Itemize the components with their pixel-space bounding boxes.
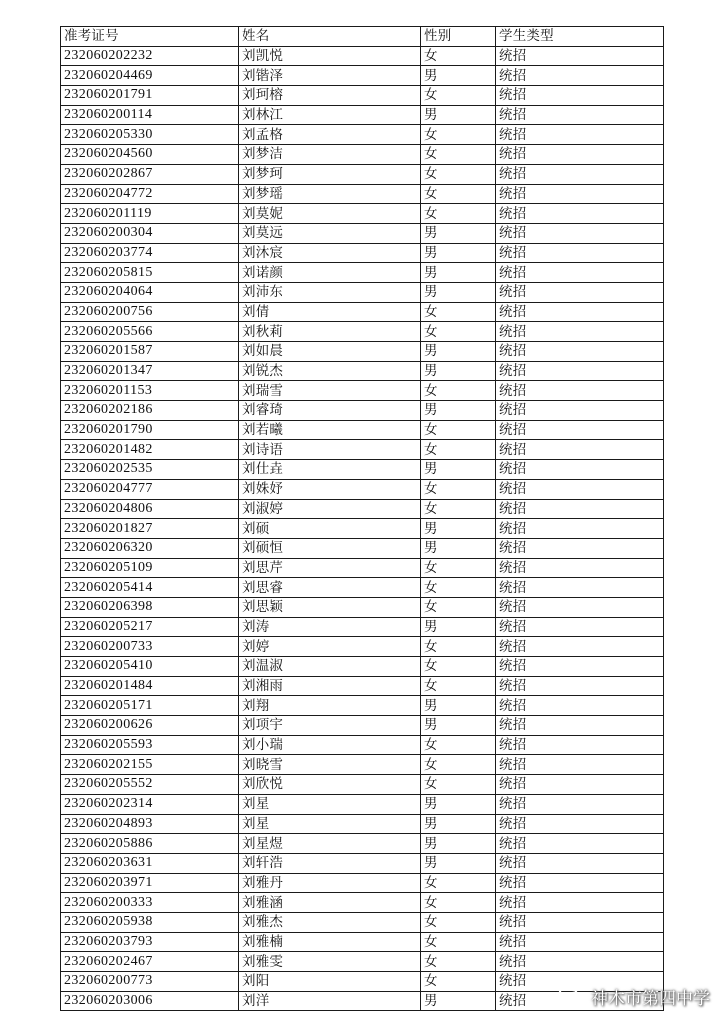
header-row (61, 27, 664, 47)
student-type-cell: 统招 (496, 538, 664, 558)
exam-id-cell: 232060205566 (61, 322, 239, 342)
student-type-cell: 统招 (496, 676, 664, 696)
student-type-cell: 统招 (496, 853, 664, 873)
gender-cell: 女 (421, 676, 496, 696)
student-type-cell: 统招 (496, 597, 664, 617)
name-cell: 刘小瑞 (239, 735, 421, 755)
name-cell: 刘梦瑶 (239, 184, 421, 204)
name-cell: 刘孟格 (239, 125, 421, 145)
gender-cell: 男 (421, 223, 496, 243)
gender-cell: 女 (421, 499, 496, 519)
table-row (61, 282, 664, 302)
header-gender: 性别 (421, 27, 496, 47)
exam-id-cell: 232060202186 (61, 401, 239, 421)
name-cell: 刘诺颜 (239, 263, 421, 283)
table-row (61, 716, 664, 736)
exam-id-cell: 232060203971 (61, 873, 239, 893)
gender-cell: 男 (421, 282, 496, 302)
name-cell: 刘若曦 (239, 420, 421, 440)
name-cell: 刘秋莉 (239, 322, 421, 342)
gender-cell: 女 (421, 164, 496, 184)
table-row (61, 578, 664, 598)
student-type-cell: 统招 (496, 775, 664, 795)
gender-cell: 女 (421, 755, 496, 775)
gender-cell: 女 (421, 578, 496, 598)
table-row (61, 853, 664, 873)
student-type-cell: 统招 (496, 243, 664, 263)
name-cell: 刘星煜 (239, 834, 421, 854)
student-type-cell: 统招 (496, 381, 664, 401)
name-cell: 刘轩浩 (239, 853, 421, 873)
exam-id-cell: 232060204777 (61, 479, 239, 499)
table-row (61, 814, 664, 834)
exam-id-cell: 232060204560 (61, 145, 239, 165)
gender-cell: 男 (421, 853, 496, 873)
exam-id-cell: 232060200333 (61, 893, 239, 913)
name-cell: 刘硕 (239, 519, 421, 539)
exam-id-cell: 232060201587 (61, 342, 239, 362)
student-type-cell: 统招 (496, 302, 664, 322)
name-cell: 刘项宇 (239, 716, 421, 736)
student-type-cell: 统招 (496, 282, 664, 302)
name-cell: 刘湘雨 (239, 676, 421, 696)
gender-cell: 男 (421, 105, 496, 125)
student-type-cell: 统招 (496, 322, 664, 342)
name-cell: 刘锴泽 (239, 66, 421, 86)
table-row (61, 834, 664, 854)
name-cell: 刘锐杰 (239, 361, 421, 381)
exam-id-cell: 232060205410 (61, 657, 239, 677)
table-row (61, 145, 664, 165)
gender-cell: 女 (421, 873, 496, 893)
gender-cell: 女 (421, 125, 496, 145)
student-type-cell: 统招 (496, 873, 664, 893)
name-cell: 刘温淑 (239, 657, 421, 677)
name-cell: 刘诗语 (239, 440, 421, 460)
table-row (61, 263, 664, 283)
gender-cell: 男 (421, 342, 496, 362)
student-type-cell: 统招 (496, 519, 664, 539)
table-row (61, 932, 664, 952)
table-row (61, 125, 664, 145)
student-type-cell: 统招 (496, 794, 664, 814)
student-type-cell: 统招 (496, 125, 664, 145)
exam-id-cell: 232060200626 (61, 716, 239, 736)
exam-id-cell: 232060205217 (61, 617, 239, 637)
name-cell: 刘晓雪 (239, 755, 421, 775)
student-type-cell: 统招 (496, 735, 664, 755)
name-cell: 刘淑婷 (239, 499, 421, 519)
table-row (61, 243, 664, 263)
name-cell: 刘莫妮 (239, 204, 421, 224)
table-row (61, 361, 664, 381)
exam-id-cell: 232060203631 (61, 853, 239, 873)
student-type-cell: 统招 (496, 420, 664, 440)
table-row (61, 479, 664, 499)
student-type-cell: 统招 (496, 716, 664, 736)
gender-cell: 女 (421, 597, 496, 617)
gender-cell: 男 (421, 243, 496, 263)
name-cell: 刘雅涵 (239, 893, 421, 913)
table-row (61, 46, 664, 66)
gender-cell: 男 (421, 814, 496, 834)
exam-id-cell: 232060202867 (61, 164, 239, 184)
name-cell: 刘如晨 (239, 342, 421, 362)
name-cell: 刘星 (239, 814, 421, 834)
student-type-cell: 统招 (496, 342, 664, 362)
student-type-cell: 统招 (496, 814, 664, 834)
name-cell: 刘翔 (239, 696, 421, 716)
name-cell: 刘星 (239, 794, 421, 814)
table-row (61, 86, 664, 106)
gender-cell: 女 (421, 420, 496, 440)
student-type-cell: 统招 (496, 657, 664, 677)
name-cell: 刘涛 (239, 617, 421, 637)
gender-cell: 女 (421, 322, 496, 342)
table-row (61, 105, 664, 125)
name-cell: 刘瑞雪 (239, 381, 421, 401)
name-cell: 刘雅杰 (239, 912, 421, 932)
gender-cell: 男 (421, 794, 496, 814)
exam-id-cell: 232060203006 (61, 991, 239, 1011)
watermark-text: 神木市第四中学 (591, 989, 710, 1009)
name-cell: 刘硕恒 (239, 538, 421, 558)
table-row (61, 794, 664, 814)
gender-cell: 女 (421, 145, 496, 165)
exam-id-cell: 232060204064 (61, 282, 239, 302)
student-type-cell: 统招 (496, 66, 664, 86)
table-row (61, 322, 664, 342)
name-cell: 刘睿琦 (239, 401, 421, 421)
gender-cell: 男 (421, 538, 496, 558)
table-row (61, 460, 664, 480)
header-student-type: 学生类型 (496, 27, 664, 47)
gender-cell: 女 (421, 440, 496, 460)
student-type-cell: 统招 (496, 834, 664, 854)
student-type-cell: 统招 (496, 637, 664, 657)
gender-cell: 男 (421, 66, 496, 86)
table-row (61, 617, 664, 637)
gender-cell: 女 (421, 775, 496, 795)
student-type-cell: 统招 (496, 105, 664, 125)
student-type-cell: 统招 (496, 263, 664, 283)
table-row (61, 223, 664, 243)
student-type-cell: 统招 (496, 223, 664, 243)
exam-id-cell: 232060203774 (61, 243, 239, 263)
gender-cell: 女 (421, 381, 496, 401)
gender-cell: 女 (421, 912, 496, 932)
exam-id-cell: 232060202467 (61, 952, 239, 972)
gender-cell: 女 (421, 204, 496, 224)
exam-id-cell: 232060201153 (61, 381, 239, 401)
table-row (61, 499, 664, 519)
table-row (61, 696, 664, 716)
table-row (61, 440, 664, 460)
student-type-cell: 统招 (496, 912, 664, 932)
student-type-cell: 统招 (496, 440, 664, 460)
table-row (61, 401, 664, 421)
student-type-cell: 统招 (496, 932, 664, 952)
gender-cell: 女 (421, 735, 496, 755)
watermark (557, 984, 710, 1009)
exam-id-cell: 232060205330 (61, 125, 239, 145)
table-row (61, 657, 664, 677)
student-type-cell: 统招 (496, 952, 664, 972)
table-row (61, 873, 664, 893)
exam-id-cell: 232060202314 (61, 794, 239, 814)
exam-id-cell: 232060204806 (61, 499, 239, 519)
gender-cell: 男 (421, 991, 496, 1011)
name-cell: 刘凯悦 (239, 46, 421, 66)
student-type-cell: 统招 (496, 617, 664, 637)
table-header (61, 27, 664, 47)
student-type-cell: 统招 (496, 184, 664, 204)
name-cell: 刘洋 (239, 991, 421, 1011)
gender-cell: 女 (421, 637, 496, 657)
gender-cell: 女 (421, 302, 496, 322)
student-type-cell: 统招 (496, 479, 664, 499)
name-cell: 刘林江 (239, 105, 421, 125)
exam-id-cell: 232060205109 (61, 558, 239, 578)
student-type-cell: 统招 (496, 558, 664, 578)
student-type-cell: 统招 (496, 755, 664, 775)
table-row (61, 952, 664, 972)
exam-id-cell: 232060200773 (61, 972, 239, 992)
name-cell: 刘雅雯 (239, 952, 421, 972)
gender-cell: 男 (421, 519, 496, 539)
table-row (61, 538, 664, 558)
student-type-cell: 统招 (496, 972, 664, 992)
table-row (61, 519, 664, 539)
table-row (61, 184, 664, 204)
student-type-cell: 统招 (496, 696, 664, 716)
student-type-cell: 统招 (496, 893, 664, 913)
name-cell: 刘沐宸 (239, 243, 421, 263)
exam-id-cell: 232060200304 (61, 223, 239, 243)
exam-id-cell: 232060206320 (61, 538, 239, 558)
student-type-cell: 统招 (496, 204, 664, 224)
table-body (61, 46, 664, 1011)
exam-id-cell: 232060203793 (61, 932, 239, 952)
name-cell: 刘珂榕 (239, 86, 421, 106)
gender-cell: 女 (421, 952, 496, 972)
exam-id-cell: 232060201484 (61, 676, 239, 696)
student-type-cell: 统招 (496, 401, 664, 421)
name-cell: 刘仕垚 (239, 460, 421, 480)
exam-id-cell: 232060204469 (61, 66, 239, 86)
gender-cell: 男 (421, 696, 496, 716)
name-cell: 刘姝妤 (239, 479, 421, 499)
gender-cell: 女 (421, 46, 496, 66)
table-row (61, 775, 664, 795)
table-row (61, 66, 664, 86)
exam-id-cell: 232060205171 (61, 696, 239, 716)
name-cell: 刘沛东 (239, 282, 421, 302)
student-type-cell: 统招 (496, 145, 664, 165)
name-cell: 刘阳 (239, 972, 421, 992)
exam-id-cell: 232060202155 (61, 755, 239, 775)
student-type-cell: 统招 (496, 578, 664, 598)
gender-cell: 男 (421, 617, 496, 637)
table-row (61, 755, 664, 775)
gender-cell: 女 (421, 893, 496, 913)
gender-cell: 女 (421, 972, 496, 992)
name-cell: 刘思芹 (239, 558, 421, 578)
gender-cell: 男 (421, 401, 496, 421)
table-row (61, 735, 664, 755)
gender-cell: 男 (421, 263, 496, 283)
exam-id-cell: 232060205815 (61, 263, 239, 283)
exam-id-cell: 232060200756 (61, 302, 239, 322)
table-row (61, 342, 664, 362)
gender-cell: 女 (421, 184, 496, 204)
student-roster-table (60, 26, 664, 1011)
gender-cell: 女 (421, 86, 496, 106)
exam-id-cell: 232060202535 (61, 460, 239, 480)
exam-id-cell: 232060201827 (61, 519, 239, 539)
exam-id-cell: 232060205938 (61, 912, 239, 932)
exam-id-cell: 232060205886 (61, 834, 239, 854)
name-cell: 刘梦珂 (239, 164, 421, 184)
name-cell: 刘思睿 (239, 578, 421, 598)
name-cell: 刘梦洁 (239, 145, 421, 165)
student-type-cell: 统招 (496, 499, 664, 519)
student-type-cell: 统招 (496, 460, 664, 480)
student-type-cell: 统招 (496, 361, 664, 381)
exam-id-cell: 232060202232 (61, 46, 239, 66)
gender-cell: 女 (421, 657, 496, 677)
exam-id-cell: 232060204772 (61, 184, 239, 204)
student-type-cell: 统招 (496, 991, 664, 1011)
student-type-cell: 统招 (496, 164, 664, 184)
gender-cell: 男 (421, 716, 496, 736)
exam-id-cell: 232060201482 (61, 440, 239, 460)
student-type-cell: 统招 (496, 46, 664, 66)
exam-id-cell: 232060201347 (61, 361, 239, 381)
table-row (61, 302, 664, 322)
exam-id-cell: 232060205552 (61, 775, 239, 795)
exam-id-cell: 232060205414 (61, 578, 239, 598)
name-cell: 刘婷 (239, 637, 421, 657)
table-row (61, 204, 664, 224)
table-row (61, 381, 664, 401)
table-row (61, 164, 664, 184)
exam-id-cell: 232060201791 (61, 86, 239, 106)
exam-id-cell: 232060201790 (61, 420, 239, 440)
exam-id-cell: 232060201119 (61, 204, 239, 224)
gender-cell: 女 (421, 558, 496, 578)
name-cell: 刘莫远 (239, 223, 421, 243)
student-type-cell: 统招 (496, 86, 664, 106)
table-row (61, 597, 664, 617)
header-name: 姓名 (239, 27, 421, 47)
table-row (61, 912, 664, 932)
name-cell: 刘倩 (239, 302, 421, 322)
exam-id-cell: 232060200114 (61, 105, 239, 125)
header-exam-id: 准考证号 (61, 27, 239, 47)
name-cell: 刘雅丹 (239, 873, 421, 893)
table-row (61, 893, 664, 913)
name-cell: 刘思颖 (239, 597, 421, 617)
table-row (61, 420, 664, 440)
gender-cell: 女 (421, 932, 496, 952)
gender-cell: 女 (421, 479, 496, 499)
gender-cell: 男 (421, 834, 496, 854)
name-cell: 刘雅楠 (239, 932, 421, 952)
table-row (61, 558, 664, 578)
name-cell: 刘欣悦 (239, 775, 421, 795)
table-row (61, 676, 664, 696)
table-row (61, 637, 664, 657)
exam-id-cell: 232060204893 (61, 814, 239, 834)
gender-cell: 男 (421, 361, 496, 381)
wechat-logo-icon (557, 986, 585, 1008)
exam-id-cell: 232060205593 (61, 735, 239, 755)
gender-cell: 男 (421, 460, 496, 480)
exam-id-cell: 232060200733 (61, 637, 239, 657)
exam-id-cell: 232060206398 (61, 597, 239, 617)
